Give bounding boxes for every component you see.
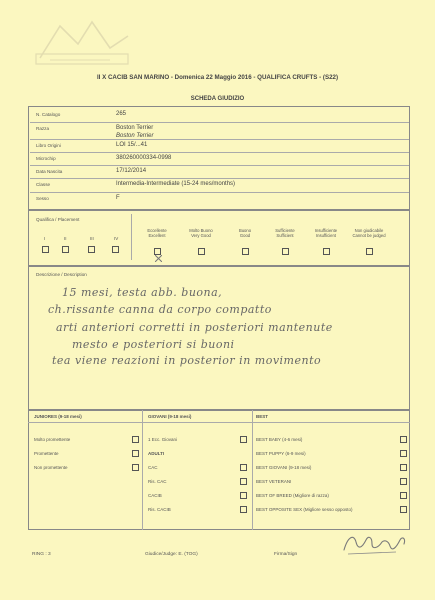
handwritten-line: 15 mesi, testa abb. buona,	[62, 286, 223, 299]
event-title: II X CACIB SAN MARINO - Domenica 22 Maggio 2016 - QUALIFICA CRUFTS - (S22)	[96, 74, 339, 81]
handwritten-line: ch.rissante canna da corpo compatto	[48, 303, 272, 316]
info-label: Data Nascita	[36, 169, 63, 174]
judge-name: Giudice/Judge: E. (TOG)	[145, 552, 198, 557]
juniores-checkbox[interactable]	[132, 464, 139, 471]
best-checkbox[interactable]	[400, 492, 407, 499]
info-value-secondary: Boston Terrier	[116, 133, 154, 139]
judge-signature	[338, 530, 410, 558]
best-option-label: BEST GIOVANI (9-18 mesi)	[256, 465, 312, 470]
info-row-divider	[30, 178, 409, 179]
check-mark-icon	[155, 255, 162, 262]
handwritten-line: tea viene reazioni in posterior in movimento	[52, 354, 322, 367]
info-value: Boston Terrier	[116, 125, 154, 131]
info-label: N. Catalogo	[36, 112, 61, 117]
info-row-divider	[30, 192, 409, 193]
giovani-option-label: CACIB	[148, 493, 162, 498]
best-option-label: BEST BABY (4-6 mesi)	[256, 437, 303, 442]
grade-label-line1: Eccellente	[147, 228, 167, 233]
info-row-divider	[30, 139, 409, 140]
best-option-label: BEST PUPPY (6-9 mesi)	[256, 451, 306, 456]
best-checkbox[interactable]	[400, 450, 407, 457]
placement-checkbox[interactable]	[42, 246, 49, 253]
giovani-option-label: CAC	[148, 465, 158, 470]
qualification-box	[28, 210, 410, 266]
best-option-label: BEST OPPOSITE SEX (Migliore sesso opposto)	[256, 507, 353, 512]
form-subtitle: SCHEDA GIUDIZIO	[190, 96, 245, 102]
grade-checkbox[interactable]	[242, 248, 249, 255]
awards-divider-2	[252, 410, 253, 530]
ring-number: RING : 3	[32, 552, 51, 557]
juniores-option-label: Molto promettente	[34, 437, 71, 442]
grade-checkbox[interactable]	[198, 248, 205, 255]
grade-label	[303, 228, 349, 238]
grade-label-line2: Very Good	[191, 233, 211, 238]
grade-label-line1: Non giudicabile	[354, 228, 384, 233]
grade-label-line2: Good	[239, 233, 251, 238]
description-label: Descrizione / Description	[36, 272, 87, 277]
grade-label-line1: Insufficiente	[314, 228, 338, 233]
giovani-checkbox[interactable]	[240, 478, 247, 485]
awards-box	[28, 410, 410, 530]
awards-divider-1	[142, 410, 143, 530]
grade-label	[346, 228, 392, 238]
grade-label-line2: Insufficient	[316, 233, 336, 238]
placement-checkbox[interactable]	[112, 246, 119, 253]
info-value: 380260000334-0998	[116, 155, 172, 161]
placement-divider	[131, 214, 132, 260]
grade-label	[262, 228, 308, 238]
info-label: Sesso	[36, 196, 49, 201]
handwritten-line: mesto e posteriori si buoni	[72, 338, 235, 351]
giovani-checkbox[interactable]	[240, 436, 247, 443]
juniores-checkbox[interactable]	[132, 450, 139, 457]
best-option-label: BEST VETERANI	[256, 479, 292, 484]
info-label: Libro Origini	[36, 143, 61, 148]
placement-position-label: I	[44, 236, 46, 241]
juniores-option-label: Promettente	[34, 451, 59, 456]
grade-label	[178, 228, 224, 238]
giovani-title: GIOVANI (9-18 mesi)	[148, 414, 192, 419]
info-value: Intermedia-Intermediate (15-24 mes/months)	[116, 181, 236, 187]
best-title: BEST	[256, 414, 269, 419]
best-checkbox[interactable]	[400, 464, 407, 471]
placement-checkbox[interactable]	[88, 246, 95, 253]
handwritten-line: arti anteriori corretti in posteriori mantenute	[56, 321, 333, 334]
grade-label-line1: Sufficiente	[275, 228, 295, 233]
giovani-checkbox[interactable]	[240, 464, 247, 471]
awards-header-line	[28, 422, 410, 423]
info-row-divider	[30, 152, 409, 153]
adults-section-label: ADULTI	[148, 451, 165, 456]
info-row-divider	[30, 165, 409, 166]
signature-label: Firma/Sign	[274, 552, 298, 557]
grade-checkbox[interactable]	[282, 248, 289, 255]
grade-checkbox[interactable]	[366, 248, 373, 255]
giovani-option-label: 1 Ecc. Giovani	[148, 437, 178, 442]
grade-label	[134, 228, 180, 238]
giovani-option-label: Ris. CAC	[148, 479, 167, 484]
placement-checkbox[interactable]	[62, 246, 69, 253]
giovani-option-label: Ris. CACIB	[148, 507, 171, 512]
placement-label: Qualifica / Placement	[36, 217, 80, 222]
giovani-checkbox[interactable]	[240, 506, 247, 513]
grade-checkbox[interactable]	[154, 248, 161, 255]
juniores-option-label: Non promettente	[34, 465, 68, 470]
info-value: LOI 15/...41	[116, 142, 148, 148]
info-value: 265	[116, 111, 127, 117]
grade-label-line1: Buono	[238, 228, 252, 233]
best-checkbox[interactable]	[400, 506, 407, 513]
info-label: Razza	[36, 126, 50, 131]
info-label: Microchip	[36, 156, 56, 161]
placement-position-label: II	[64, 236, 67, 241]
info-row-divider	[30, 122, 409, 123]
grade-label-line1: Molto Buono	[189, 228, 213, 233]
club-logo	[30, 14, 135, 70]
grade-label-line2: Sufficient	[276, 233, 294, 238]
placement-position-label: IV	[114, 236, 119, 241]
grade-label-line2: Excellent	[148, 233, 166, 238]
best-checkbox[interactable]	[400, 436, 407, 443]
juniores-title: JUNIORES (9-18 mesi)	[34, 414, 82, 419]
info-value: 17/12/2014	[116, 168, 147, 174]
best-option-label: BEST OF BREED (Migliore di razza)	[256, 493, 329, 498]
info-label: Classe	[36, 182, 51, 187]
grade-checkbox[interactable]	[323, 248, 330, 255]
juniores-checkbox[interactable]	[132, 436, 139, 443]
best-checkbox[interactable]	[400, 478, 407, 485]
giovani-checkbox[interactable]	[240, 492, 247, 499]
placement-position-label: III	[90, 236, 94, 241]
grade-label-line2: Cannot be judged	[352, 233, 386, 238]
info-value: F	[116, 195, 120, 201]
